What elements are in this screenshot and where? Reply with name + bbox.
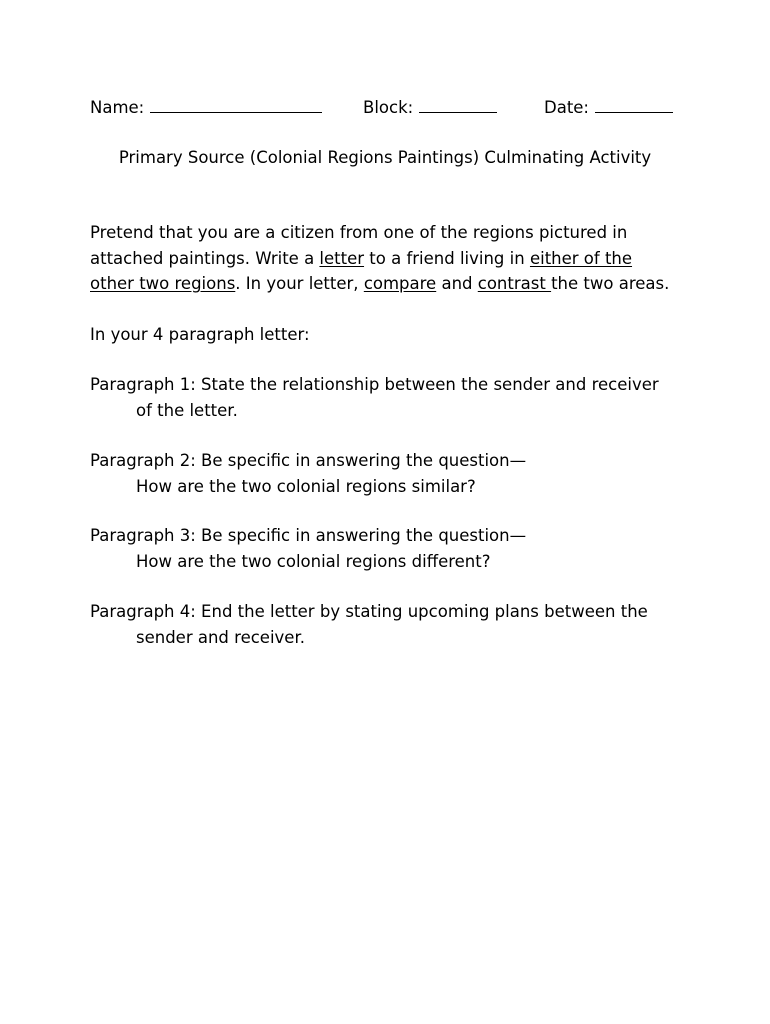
- paragraph-3-instruction: [90, 523, 690, 574]
- intro-text: the two areas.: [551, 274, 670, 293]
- header-row: [90, 94, 690, 120]
- intro-line-3: [90, 271, 690, 297]
- intro-text: attached paintings. Write a: [90, 248, 320, 268]
- name-label: Name:: [90, 98, 145, 117]
- underlined-compare: compare: [363, 274, 437, 293]
- intro-text: and: [436, 274, 478, 293]
- name-blank-line: [150, 94, 322, 113]
- underlined-either-of-the: either of the: [529, 248, 633, 268]
- paragraph-4-line-2: sender and receiver.: [136, 627, 305, 647]
- block-field: [363, 94, 497, 121]
- intro-line-2: [90, 246, 690, 272]
- paragraph-3-line-1: Paragraph 3: Be specific in answering the question—: [90, 526, 527, 545]
- paragraph-2-instruction: [90, 448, 690, 499]
- date-field: [544, 94, 673, 121]
- paragraph-1-line-1: Paragraph 1: State the relationship between the sender and receiver: [90, 375, 659, 394]
- block-blank-line: [419, 94, 497, 113]
- page-title: Primary Source (Colonial Regions Paintings) Culminating Activity: [118, 148, 652, 167]
- intro-text: . In your letter,: [235, 274, 364, 293]
- paragraph-1-line-2: of the letter.: [136, 400, 238, 420]
- paragraph-4-line-1: Paragraph 4: End the letter by stating upcoming plans between the: [90, 602, 648, 621]
- underlined-letter: letter: [319, 248, 365, 268]
- intro-paragraph: [90, 220, 690, 297]
- underlined-other-two-regions: other two regions: [90, 274, 236, 293]
- date-label: Date:: [544, 98, 589, 117]
- paragraph-2-line-2: How are the two colonial regions similar?: [136, 476, 476, 496]
- paragraph-2-line-1: Paragraph 2: Be specific in answering the question—: [90, 451, 527, 470]
- paragraph-4-instruction: [90, 599, 690, 650]
- paragraph-3-line-2: How are the two colonial regions different?: [136, 551, 491, 571]
- underlined-contrast: contrast: [477, 274, 552, 293]
- date-blank-line: [595, 94, 673, 113]
- intro-line-1: Pretend that you are a citizen from one of the regions pictured in: [90, 223, 628, 242]
- instructions-lead: In your 4 paragraph letter:: [90, 325, 310, 344]
- paragraph-1-instruction: [90, 372, 690, 423]
- block-label: Block:: [363, 98, 414, 117]
- name-field: [90, 94, 322, 121]
- intro-text: to a friend living in: [364, 248, 530, 268]
